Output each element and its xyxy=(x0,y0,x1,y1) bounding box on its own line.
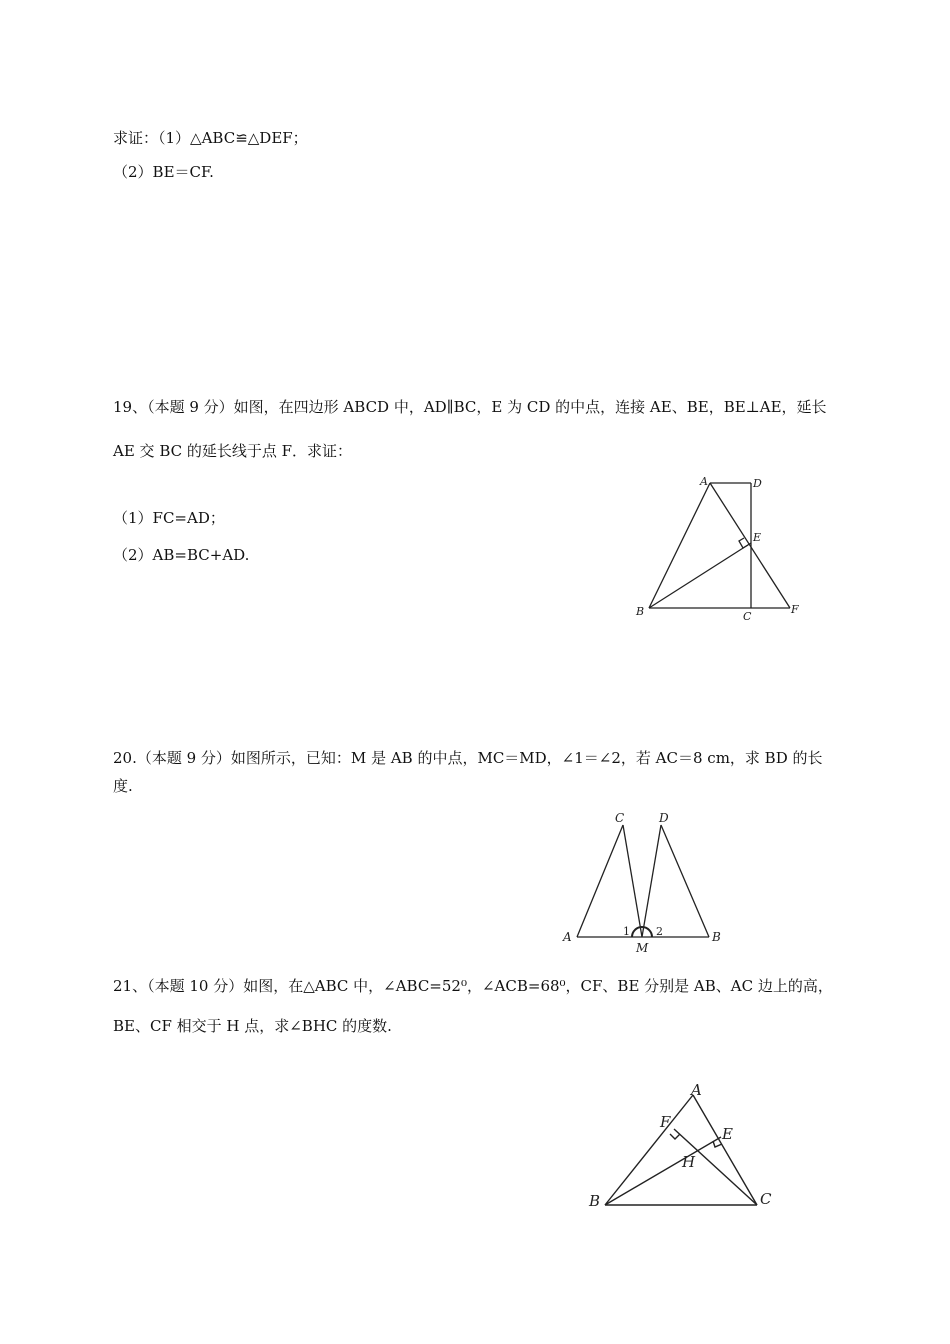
q18-prove-line1: 求证：（1）△ABC≌△DEF； xyxy=(113,129,308,147)
q20-label-C: C xyxy=(615,811,625,825)
q21-segment-AB xyxy=(605,1095,693,1205)
q19-part2: （2）AB=BC+AD. xyxy=(113,546,250,564)
q20-segment-CM xyxy=(623,825,642,937)
q19-label-D: D xyxy=(753,477,762,490)
q20-label-M: M xyxy=(636,941,649,955)
q20-segment-DB xyxy=(661,825,709,937)
q20-label-D: D xyxy=(659,811,669,825)
q19-label-C: C xyxy=(743,610,752,623)
q20-statement-line1: 20.（本题 9 分）如图所示，已知：M 是 AB 的中点，MC＝MD，∠1＝∠2，若 AC＝8 cm，求 BD 的长 xyxy=(113,749,823,767)
q18-prove-line2: （2）BE＝CF. xyxy=(113,163,214,181)
q20-segment-MD xyxy=(642,825,661,937)
q21-label-C: C xyxy=(760,1190,772,1208)
q21-label-F: F xyxy=(660,1113,671,1131)
q20-angle-label-2: 2 xyxy=(656,925,663,938)
q21-label-A: A xyxy=(691,1081,702,1099)
q21-segment-BE xyxy=(605,1137,721,1205)
q19-segment-AF xyxy=(710,483,790,608)
q19-figure xyxy=(630,470,810,630)
q19-label-B: B xyxy=(636,605,645,618)
q21-label-B: B xyxy=(589,1192,601,1210)
q20-segment-AC xyxy=(577,825,623,937)
q21-label-E: E xyxy=(722,1125,733,1143)
q21-figure xyxy=(580,1075,780,1215)
q19-statement-line1: 19、（本题 9 分）如图，在四边形 ABCD 中，AD∥BC，E 为 CD 的中点，连接 AE、BE，BE⊥AE，延长 xyxy=(113,398,827,416)
q19-label-F: F xyxy=(791,603,799,616)
q21-statement-line2: BE、CF 相交于 H 点，求∠BHC 的度数. xyxy=(113,1017,392,1035)
q19-part1: （1）FC=AD； xyxy=(113,509,225,527)
q19-label-E: E xyxy=(753,531,762,544)
q20-label-B: B xyxy=(712,930,721,944)
q21-right-angle-mark-F xyxy=(670,1134,680,1139)
q19-label-A: A xyxy=(700,475,708,488)
q19-statement-line2: AE 交 BC 的延长线于点 F．求证： xyxy=(113,442,353,460)
q21-segment-AC xyxy=(693,1095,757,1205)
q21-label-H: H xyxy=(682,1153,696,1171)
q21-statement-line1: 21、（本题 10 分）如图，在△ABC 中，∠ABC=52⁰，∠ACB=68⁰，CF、BE 分别是 AB、AC 边上的高， xyxy=(113,977,833,995)
q20-figure xyxy=(555,805,735,960)
q20-statement-line2: 度. xyxy=(113,777,133,795)
q20-angle-label-1: 1 xyxy=(623,925,630,938)
q20-label-A: A xyxy=(563,930,572,944)
